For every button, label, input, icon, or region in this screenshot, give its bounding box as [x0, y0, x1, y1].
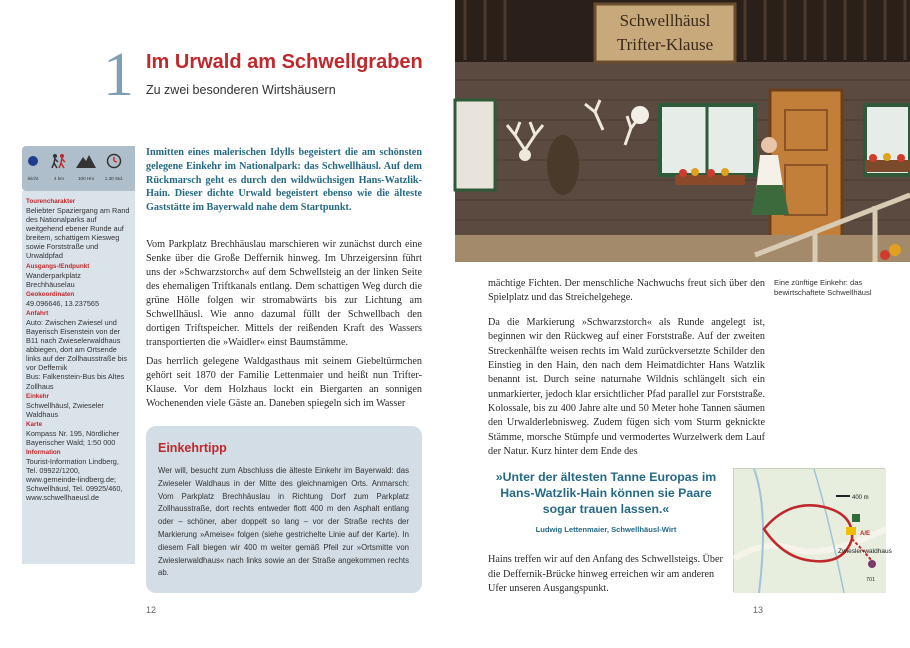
start-point-heading: Ausgangs-/Endpunkt	[26, 262, 90, 270]
inn-photo	[455, 0, 910, 262]
body-paragraph: Hains treffen wir auf den Anfang des Schwellsteigs. Über die Deffernik-Brücke hinweg erreichen wir am anderen Ufer unseren Ausgangspunkt.	[488, 554, 723, 594]
info-text: Tourist-Information Lindberg, Tel. 09922/1200, www.gemeinde-lindberg.de; Schwellhäusl, Tel. 09925/460, www.schwellhaeusl.de	[26, 456, 123, 503]
difficulty-cell	[22, 152, 44, 181]
mountain-icon	[75, 152, 97, 170]
difficulty-dot-icon	[22, 152, 44, 170]
inn-heading: Einkehr	[26, 392, 50, 400]
pull-quote	[488, 469, 724, 534]
map-place-label: Zwiesler-waldhaus	[838, 548, 892, 555]
map-number-label: 701	[866, 577, 876, 583]
photo-caption: Eine zünftige Einkehr: das bewirtschaftete Schwellhäusl	[774, 278, 872, 298]
duration-cell	[103, 152, 125, 181]
quote-author: Ludwig Lettenmaier, Schwellhäusl-Wirt	[535, 525, 677, 534]
elevation-label: 100 Hm	[77, 176, 95, 181]
inn-text: Schwellhäusl, Zwieseler Waldhaus	[26, 400, 104, 419]
geo-text: 49.096646, 13.237565	[26, 298, 100, 308]
distance-cell	[48, 152, 70, 181]
hikers-icon	[48, 152, 70, 170]
tour-info-sidebar	[22, 191, 135, 564]
arrival-heading: Anfahrt	[26, 309, 49, 317]
tip-title: Einkehrtipp	[158, 441, 227, 455]
sign-line-2: Trifter-Klause	[616, 35, 714, 54]
elevation-cell	[75, 152, 97, 181]
body-paragraph: Vom Parkplatz Brechhäuslau marschieren wir zunächst durch eine Senke über die Große Deffernik hinweg. Im Uhrzeigersinn führt uns der »Schwarzstorch« auf dem Schwellsteig an der linken Seite des ehemaligen Triftkanals entlang. Dem schattigen Weg durch die grüne Hölle folgen wir stromabwärts bis zur Lichtung am Schwellhäusl. Wie anno dazumal füllt der Schwellbach den dortigen Triftspeicher. Mittels der reißenden Kraft des Wassers transportierten die »Waidler« einst Baumstämme.	[146, 239, 422, 348]
page-number-right: 13	[753, 605, 764, 615]
sign-line-1: Schwellhäusl	[619, 11, 711, 30]
map-text: Kompass Nr. 195, Nördlicher Bayerischer Wald; 1:50 000	[26, 428, 120, 447]
tour-character-text: Beliebter Spaziergang am Rand des Nationalparks auf weitgehend ebener Runde auf breitem, schattigem Kiesweg sowie Forststraße und Urwaldpfad	[26, 206, 130, 261]
geo-heading: Geokoordinaten	[26, 290, 75, 298]
difficulty-label: leicht	[27, 176, 39, 181]
map-marker-label: A/E	[860, 531, 871, 537]
arrival-bus-text: Bus: Falkenstein-Bus bis Altes Zollhaus	[26, 372, 125, 391]
distance-label: 4 km	[54, 176, 64, 181]
chapter-number: 1	[103, 41, 134, 109]
info-heading: Information	[26, 448, 61, 456]
body-paragraph: Da die Markierung »Schwarzstorch« als Runde angelegt ist, beginnen wir den Rückweg auf einer Forststraße. Auf der zweiten Streckenhälfte weisen rechts im Wald zurückversetzte Schilder den Einstieg in den Hain, den nach dem Heimatdichter Hans Watzlik benannt ist. Durch seine naturnahe Wildnis schlängelt sich ein unmarkierter, jedoch klar ersichtlicher Pfad parallel zur Forststraße. Kolossale, bis zu 400 Jahre alte und 50 Meter hohe Tannen säumen den Urwalderlebnisweg. Zudem fügen sich vom Sturm geknickte Stämme, morsche Stümpfe und vermodertes Wurzelwerk dem Lauf der Natur. Kurz hinter dem Ende des	[488, 317, 765, 458]
route-map	[733, 468, 892, 592]
map-heading: Karte	[26, 420, 43, 428]
clock-icon	[103, 152, 125, 170]
chapter-subtitle: Zu zwei besonderen Wirtshäusern	[146, 83, 336, 97]
tour-character-heading: Tourencharakter	[26, 198, 76, 205]
lead-paragraph: Inmitten eines malerischen Idylls begeistert die am schönsten gelegene Einkehr im Nationalpark: das Schwellhäusl. Auf dem Rückmarsch geht es durch den wildwüchsigen Hans-Watzlik-Hain. Dieser dichte Urwald begeistert ebenso wie die älteste Gaststätte im Bayerwald nahe dem Startpunkt.	[146, 147, 422, 214]
page-number-left: 12	[146, 605, 157, 615]
tour-icon-bar	[22, 146, 135, 191]
map-scale-label: 400 m	[852, 495, 869, 501]
inn-tip-box	[146, 426, 422, 593]
start-point-text: Wanderparkplatz Brechhäuselau	[26, 270, 81, 289]
chapter-title: Im Urwald am Schwellgraben	[146, 51, 423, 73]
tip-text: Wer will, besucht zum Abschluss die älteste Einkehr im Bayerwald: das Zwieseler Waldhaus in der Mitte des gleichnamigen Orts. Anmarsch: Vom Parkplatz Brechhäuslau in Richtung Dorf zum Parkplatz Zollhausstraße, dort rechts entweder flott 400 m den Asphalt entlang oder – schöner, aber doppelt so lang – vor der Straße rechts der Markierung »Ameise« folgen (siehe gestrichelte Linie auf der Karte). In diesem Fall biegen wir 400 m weiter gemäß Pfeil zur »Ortsmitte von Zwieslerwaldhaus« nach links sowie an der Straße angekommen rechts ab.	[158, 466, 409, 578]
body-paragraph: mächtige Fichten. Der menschliche Nachwuchs freut sich über den Spielplatz und das Streichelgehege.	[488, 278, 765, 303]
duration-label: 1.30 Std.	[104, 176, 124, 181]
arrival-text: Auto: Zwischen Zwiesel und Bayerisch Eisenstein von der B11 nach Zwieselerwaldhaus abbiegen, dort am Ortsende links auf der Zollhausstraße bis vor Deffernik	[26, 317, 127, 373]
body-paragraph: Das herrlich gelegene Waldgasthaus mit seinem Giebeltürmchen gehört seit 1870 der Familie Lettenmaier und heißt nun Trifter-Klause. Vor dem Holzhaus lockt ein Biergarten an sonnigen Wochenenden viele Gäste an. Daneben spiegeln sich im Wasser	[146, 356, 422, 409]
quote-text: »Unter der ältesten Tanne Europas im Hans-Watzlik-Hain können sie Paare sogar trauen lassen.«	[495, 470, 717, 516]
